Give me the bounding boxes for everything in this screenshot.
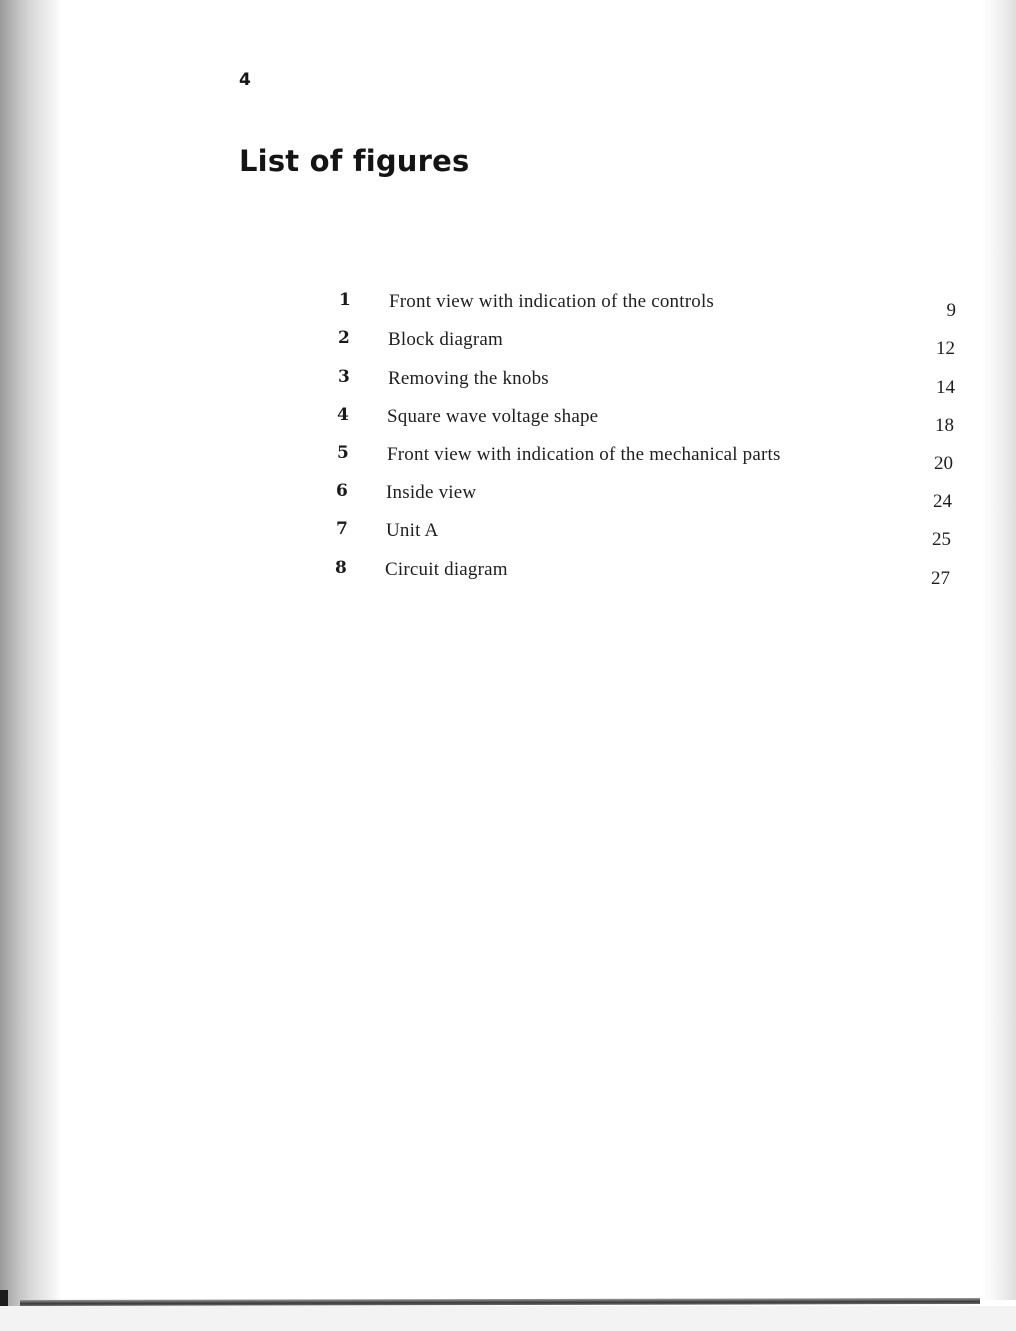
figure-number: 3 xyxy=(338,367,350,387)
figure-entry-5 xyxy=(337,443,953,473)
figure-caption: Square wave voltage shape xyxy=(387,406,599,427)
figure-caption: Front view with indication of the controls xyxy=(389,291,715,312)
figure-number: 2 xyxy=(338,328,350,348)
figure-entry-2 xyxy=(338,328,955,358)
figure-entry-1 xyxy=(339,290,956,320)
figure-caption: Block diagram xyxy=(388,329,503,350)
figure-caption: Inside view xyxy=(386,482,477,503)
figure-caption: Removing the knobs xyxy=(388,368,549,389)
figure-caption: Front view with indication of the mechanical parts xyxy=(387,444,781,465)
figure-page: 20 xyxy=(934,453,953,474)
figure-entry-6 xyxy=(336,481,952,511)
figure-number: 1 xyxy=(339,290,351,310)
figure-entry-8 xyxy=(335,558,950,588)
page-title: List of figures xyxy=(239,144,470,178)
figure-page: 9 xyxy=(946,300,956,321)
figure-page: 27 xyxy=(931,568,950,589)
figure-page: 14 xyxy=(936,377,955,398)
figure-page: 24 xyxy=(933,491,952,512)
figure-number: 5 xyxy=(337,443,349,463)
figure-page: 12 xyxy=(936,338,955,359)
figure-number: 8 xyxy=(335,558,347,578)
figure-page: 18 xyxy=(935,415,954,436)
figure-entry-3 xyxy=(338,367,955,397)
figure-entry-7 xyxy=(336,519,951,549)
figure-entry-4 xyxy=(337,405,954,435)
figure-number: 7 xyxy=(336,519,348,539)
figure-number: 6 xyxy=(336,481,348,501)
figure-page: 25 xyxy=(932,529,951,550)
page-number: 4 xyxy=(239,70,251,90)
figure-number: 4 xyxy=(337,405,349,425)
figure-caption: Unit A xyxy=(386,520,439,541)
figure-caption: Circuit diagram xyxy=(385,559,508,580)
